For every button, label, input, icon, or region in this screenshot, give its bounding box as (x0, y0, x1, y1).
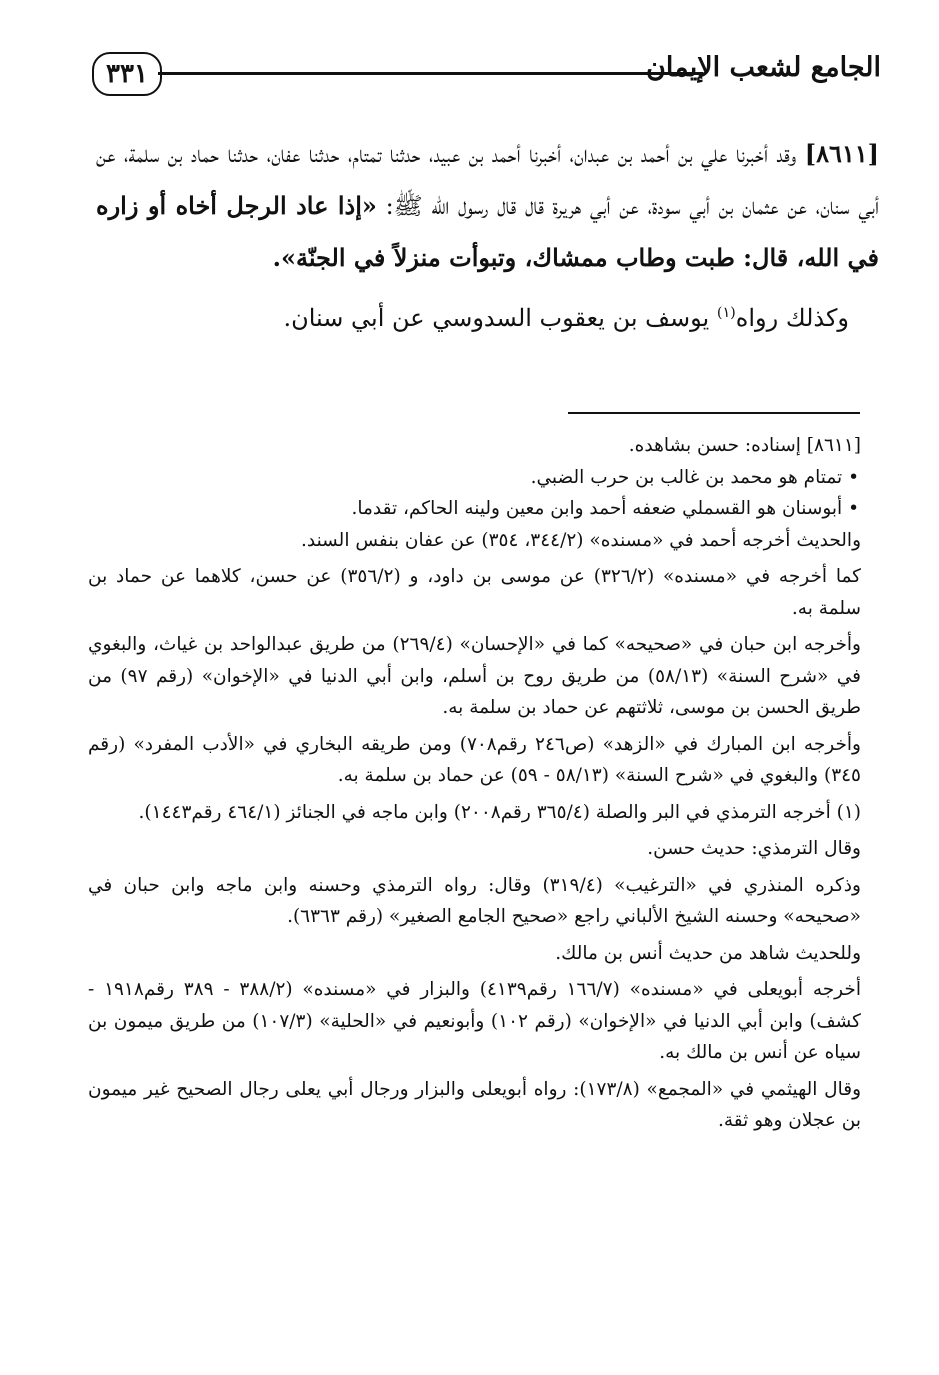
hadith-chain: وقد أخبرنا علي بن أحمد بن عبدان، أخبرنا أحمد بن عبيد، حدثنا تمتام، حدثنا عفان، حدثنا حماد بن سلمة، عن أبي سنان، عن عثمان بن أبي سودة، عن أبي هريرة قال قال رسول الله ﷺ: (96, 140, 879, 220)
note-paragraph: وقال الهيثمي في «المجمع» (١٧٣/٨): رواه أبويعلى والبزار ورجال أبي يعلى رجال الصحيح غير ميمون بن عجلان وهو ثقة. (88, 1078, 861, 1131)
note-paragraph: وللحديث شاهد من حديث أنس بن مالك. (555, 942, 861, 964)
note-paragraph: والحديث أخرجه أحمد في «مسنده» (٣٤٤/٢، ٣٥٤) عن عفان بنفس السند. (301, 529, 861, 551)
main-text (96, 128, 879, 344)
note-paragraph: وذكره المنذري في «الترغيب» (٣١٩/٤) وقال: رواه الترمذي وحسنه وابن ماجه وابن حبان في «صحيحه» وحسنه الشيخ الألباني راجع «صحيح الجامع الصغير» (رقم ٦٣٦٣). (88, 874, 861, 927)
page-number: ٣٣١ (92, 52, 162, 96)
hadith-number: [٨٦١١] (804, 139, 879, 168)
narration-note-start: وكذلك رواه (735, 304, 849, 332)
note-paragraph: وأخرجه ابن حبان في «صحيحه» كما في «الإحسان» (٢٦٩/٤) من طريق عبدالواحد بن غياث، والبغوي في «شرح السنة» (٥٨/١٣) من طريق روح بن أسلم، وابن أبي الدنيا في «الإخوان» (رقم ٩٧) من طريق الحسن بن موسى، ثلاثتهم عن حماد بن سلمة به. (88, 634, 861, 718)
note-paragraph: وأخرجه ابن المبارك في «الزهد» (ص٢٤٦ رقم٧٠٨) ومن طريقه البخاري في «الأدب المفرد» (رقم ٣٤٥) والبغوي في «شرح السنة» (٥٨/١٣ - ٥٩) عن حماد بن سلمة به. (88, 733, 861, 786)
narration-note (96, 288, 879, 344)
footnote-1: (١) أخرجه الترمذي في البر والصلة (٣٦٥/٤ رقم٢٠٠٨) وابن ماجه في الجنائز (٤٦٤/١ رقم١٤٤٣). (138, 801, 861, 823)
hadith-paragraph (96, 128, 879, 284)
hadith-matn: «إذا عاد الرجل أخاه أو زاره في الله، قال: طبت وطاب ممشاك، وتبوأت منزلاً في الجنّة». (96, 191, 879, 272)
book-title: الجامع لشعب الإيمان (646, 52, 881, 83)
page-header (92, 48, 881, 108)
note-isnad: [٨٦١١] إسناده: حسن بشاهده. (628, 435, 861, 456)
header-rule (158, 72, 703, 75)
note-paragraph: وقال الترمذي: حديث حسن. (647, 838, 861, 859)
note-bullet-1: • تمتام هو محمد بن غالب بن حرب الضبي. (530, 466, 859, 488)
note-paragraph: أخرجه أبويعلى في «مسنده» (١٦٦/٧ رقم٤١٣٩) والبزار في «مسنده» (٣٨٨/٢ - ٣٨٩ رقم١٩١٨ - كشف) وابن أبي الدنيا في «الإخوان» (رقم ١٠٢) وأبونعيم في «الحلية» (١٠٧/٣) من طريق ميمون بن سياه عن أنس بن مالك به. (88, 979, 861, 1063)
footnotes (88, 430, 861, 1137)
narration-note-end: يوسف بن يعقوب السدوسي عن أبي سنان. (283, 304, 717, 332)
footnote-separator (568, 412, 860, 414)
footnote-marker: (١) (716, 305, 736, 321)
note-paragraph: كما أخرجه في «مسنده» (٣٢٦/٢) عن موسى بن داود، و (٣٥٦/٢) عن حسن، كلاهما عن حماد بن سلمة به. (88, 566, 861, 619)
note-bullet-2: • أبوسنان هو القسملي ضعفه أحمد وابن معين ولينه الحاكم، تقدما. (351, 498, 859, 519)
